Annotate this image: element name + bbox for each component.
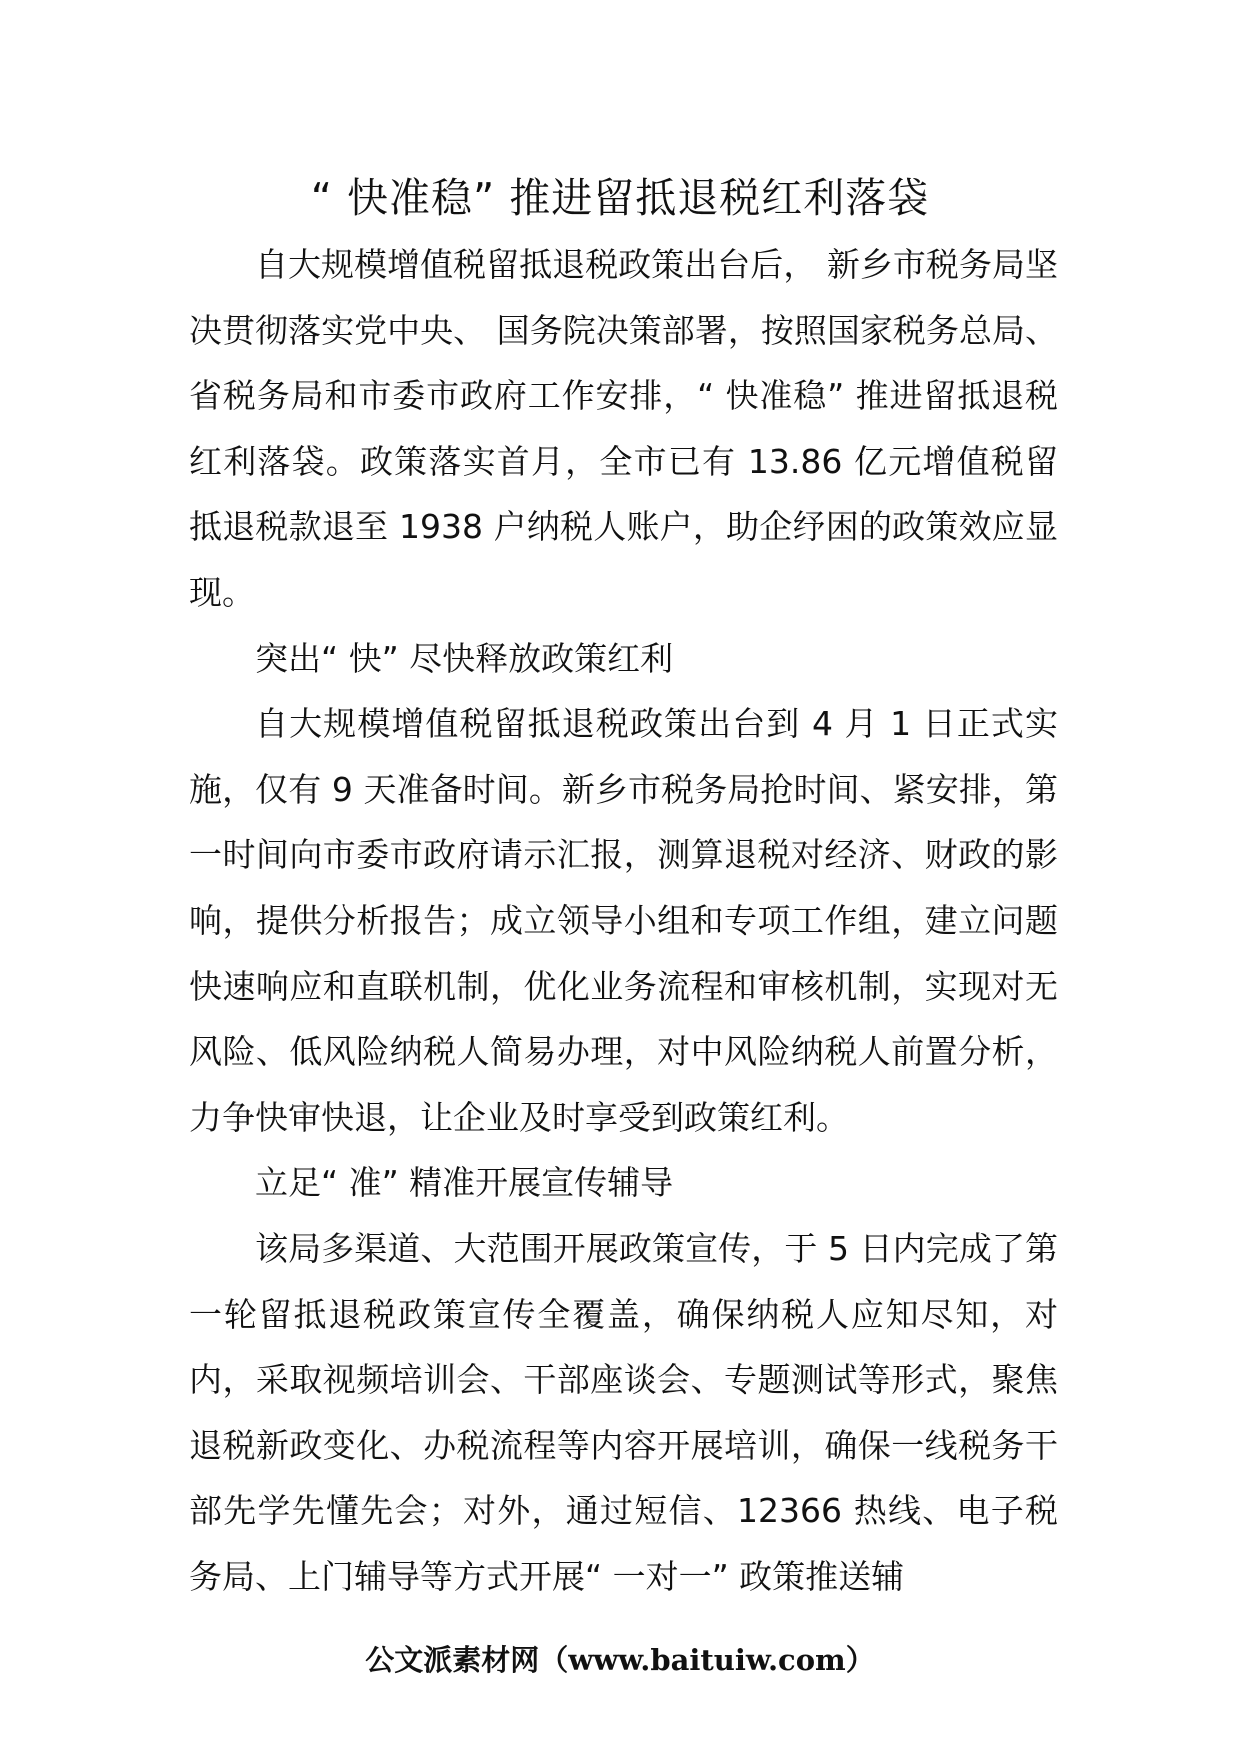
section-heading-fast: 突出“ 快” 尽快释放政策红利 xyxy=(255,638,674,678)
document-body xyxy=(189,232,1058,1609)
paragraph-accurate: 该局多渠道、大范围开展政策宣传，于 5 日内完成了第一轮留抵退税政策宣传全覆盖，确保纳税人应知尽知，对内，采取视频培训会、干部座谈会、专题测试等形式，聚焦退税新政变化、办税流程等内容开展培训，确保一线税务干部先学先懂先会；对外，通过短信、12366 热线、电子税务局、上门辅导等方式开展“ 一对一” 政策推送辅 xyxy=(189,1228,1058,1596)
footer-watermark: 公文派素材网（www.baituiw.com） xyxy=(365,1643,875,1677)
paragraph-fast: 自大规模增值税留抵退税政策出台到 4 月 1 日正式实施，仅有 9 天准备时间。新乡市税务局抢时间、紧安排，第一时间向市委市政府请示汇报，测算退税对经济、财政的影响，提供分析报告；成立领导小组和专项工作组，建立问题快速响应和直联机制，优化业务流程和审核机制，实现对无风险、低风险纳税人简易办理，对中风险纳税人前置分析，力争快审快退，让企业及时享受到政策红利。 xyxy=(189,704,1058,1137)
section-heading-accurate: 立足“ 准” 精准开展宣传辅导 xyxy=(255,1163,674,1203)
document-title: “ 快准稳” 推进留抵退税红利落袋 xyxy=(310,174,930,222)
paragraph-intro: 自大规模增值税留抵退税政策出台后， 新乡市税务局坚决贯彻落实党中央、 国务院决策部署，按照国家税务总局、省税务局和市委市政府工作安排，“ 快准稳” 推进留抵退税红利落袋。政策落实首月，全市已有 13.86 亿元增值税留抵退税款退至 1938 户纳税人账户，助企纾困的政策效应显现。 xyxy=(189,245,1058,612)
